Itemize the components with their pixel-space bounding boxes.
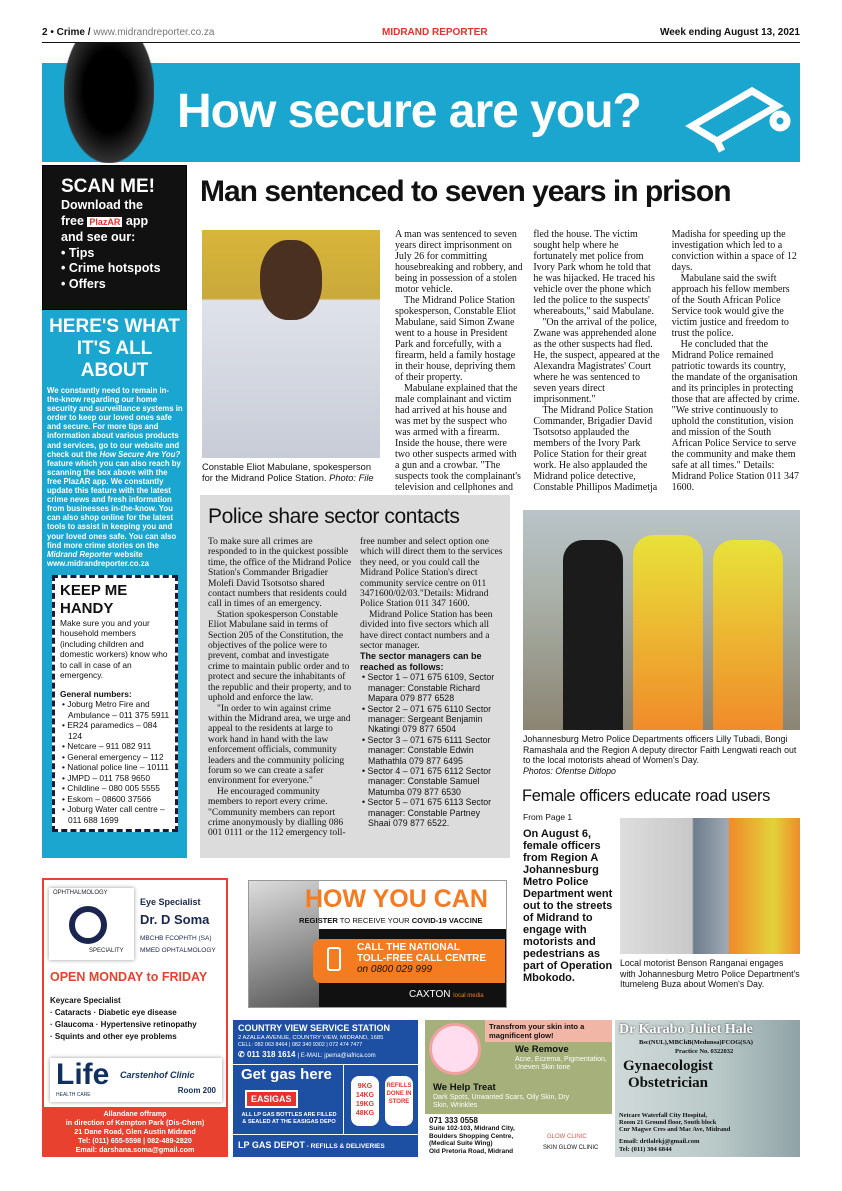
paragraph: Midrand Police Station has been divided into five sectors which all have direct contact numbers and a sector manager. [360,609,493,652]
sidebar [42,165,187,858]
list-item: • Sector 2 – 071 675 6110 Sector manager: Sergeant Benjamin Nkatingi 079 877 6504 [362,703,492,735]
gyn-contact: Email: drtlalekj@gmail.com Tel: (011) 304 6844 [619,1138,700,1153]
covid-subtitle: REGISTER TO RECEIVE YOUR COVID-19 VACCINE [299,916,483,925]
caxton-logo: CAXTON local media [409,989,484,1000]
treat-list: Dark Spots, Unwanted Scars, Oily Skin, Dry Skin, Wrinkles [433,1094,570,1110]
list-item: • JMPD – 011 758 9650 [62,772,150,783]
footer: LP GAS DEPOT - REFILLS & DELIVERIES [238,1140,385,1150]
face-illustration [429,1023,481,1075]
qualifications: Bsc(NUL),MBChB(Medunsa)FCOG(SA) [639,1039,753,1046]
paragraph: He encouraged community members to report every crime. "Community members can report crime anonymously by dialling 086 001 0111 or the 112 emergency toll-free number and select option one which will direct them to the services they need, or you could call the Midrand Police Station's direct community service centre on 011 3471600/02/03."Details: Midrand Police Station 011 347 1600. [208,537,503,839]
paper-name: MIDRAND REPORTER [382,27,488,38]
keep-handy-box [52,575,178,833]
list-item: • Childline – 080 005 5555 [62,783,160,794]
ad-eye-specialist[interactable] [42,878,228,1157]
paragraph: Station spokesperson Constable Eliot Mabulane said in terms of Section 205 of the Constitution, the objectives of the police were to prevent, combat and investigate crime to maintain public order and to protect and secure the inhabitants of the republic and their property, and to uphold and enforce the law. [208,609,352,704]
life-logo: Life HEALTH CARE Carstenhof Clinic Room 200 [50,1058,222,1102]
skin-headline: Transfrom your skin into a magnificent glow! [489,1022,585,1040]
list-item: • Sector 1 – 071 675 6109, Sector manager: Constable Richard Mapara 079 877 6528 [362,672,495,704]
about-text: We constantly need to remain in-the-know regarding our home security and surveillance systems in order to keep our loved ones safe and secure. For more tips and information about various products and services, go to our website and check out the How Secure Are You? feature which you can also reach by scanning the box above with the free PlazAR app. We constantly update this feature with the latest crime news and fresh information from businesses in-the-know. You can also shop online for the latest tools to assist in keeping you and your loved ones safe. You can also find more crime stories on the Midrand Reporter website www.midrandreporter.co.za [47,386,183,568]
treat-heading: We Help Treat [433,1082,496,1093]
emergency-numbers [60,699,170,825]
glow-tagline: SKIN GLOW CLINIC [543,1145,599,1151]
practice-no: Practice No. 0322032 [675,1048,734,1055]
contact: ✆ 011 318 1614 | E-MAIL: jpema@iafrica.com [238,1050,376,1059]
section-label: 2 • Crime / [42,27,91,38]
call-box: CALL THE NATIONAL TOLL-FREE CALL CENTRE on 0800 029 999 [313,939,505,983]
phone-icon [327,947,341,971]
skin-contact: 071 333 0558 Suite 102-103, Midrand City, Boulders Shopping Centre, (Medical Suite Wing) Old Pretoria Road, Midrand [429,1116,515,1155]
paragraph: He concluded that the Midrand Police remained patriotic towards its country, the mandate of the organisation and its principles in protecting those that are affected by crime. "We strive continuously to uphold the constitution, vision and mission of the South African Police Service to serve the community and make them safe at all times." Details: Midrand Police Station 011 347 1600. [671,339,800,493]
qualification: MBCHB FCOPHTH (SA) [140,935,212,942]
list-item: • Sector 5 – 071 675 6113 Sector manager: Constable Partney Shaai 079 877 6522. [362,797,492,828]
story2-headline: Police share sector contacts [208,505,460,528]
handy-title: KEEP ME HANDY [60,581,128,617]
banner-title: How secure are you? [177,85,641,138]
paragraph: Mabulane said the swift approach his fellow members of the South African Police Service took would give the victim justice and freedom to trust the police. [671,273,790,339]
services: Keycare Specialist · Cataracts · Diabetic eye disease · Glaucoma · Hypertensive retinopathy · Squints and other eye problems [50,996,197,1041]
story3-caption: Local motorist Benson Ranganai engages with Johannesburg Metro Police Department's Itumeleng Buza about Women's Day. [620,958,800,989]
photo2-caption: Johannesburg Metro Police Departments officers Lilly Tubadi, Bongi Ramashala and the Region A deputy director Faith Lengwati reach out to the local motorists ahead of Women's Day. Photos: Ofentse Ditlopo [523,734,797,776]
scan-text: Download the [61,198,143,212]
story1-photo [202,230,380,458]
list-item: • Sector 4 – 071 675 6112 Sector manager: Constable Samuel Matumba 079 877 6530 [362,765,492,797]
sector-heading: The sector managers can be reached as follows: [360,651,482,672]
paragraph: The Midrand Police Station Commander, Brigadier David Tsotsotso applauded the members of the Ivory Park Police Station for their great work. He also applauded the Midrand police detective, Constable Phillipos Madimetja Madisha for speeding up the investigation which led to a conviction within a space of 12 days. [533,229,797,493]
note: ALL LP GAS BOTTLES ARE FILLED & SEALED AT THE EASIGAS DEPO [241,1112,337,1125]
story3-photo [620,818,800,954]
face [260,240,322,320]
story1-caption: Constable Eliot Mabulane, spokesperson for the Midrand Police Station. Photo: File [202,462,374,483]
sector-list [360,672,504,828]
paragraph: To make sure all crimes are responded to in the quickest possible time, the office of the Midrand Police Station's Commander Brigadier Molefi David Tsotsotso shared contact numbers that residents could call in times of an emergency. [208,537,352,610]
story2-box [200,495,510,858]
remove-list: Acne, Eczema, Pigmentation, Uneven Skin tone [515,1056,607,1072]
officer [633,535,703,730]
ad-skin-clinic[interactable] [425,1020,612,1157]
scan-item: • Offers [61,276,106,291]
officer [713,540,783,730]
scan-item: • Crime hotspots [61,261,161,275]
scan-text: and see our: [61,230,136,244]
get-gas: Get gas here [241,1066,332,1083]
list-item: • General emergency – 112 [62,751,164,762]
list-item: • Eskom – 08600 37566 [62,793,152,804]
covid-title: HOW YOU CAN [305,885,488,913]
story1-body [395,229,800,493]
officer [563,540,623,730]
remove-heading: We Remove [515,1044,569,1055]
officers-photo [523,510,800,730]
paragraph: "In order to win against crime within the Midrand area, we urge and appeal to the residents at large to work hand in hand with the law enforcement officials, community leaders and the community policing forum so we can create a safer environment for everyone." [208,703,351,787]
about-title: HERE'S WHAT IT'S ALL ABOUT [49,316,180,381]
scan-item: • Tips [61,245,95,260]
qualification: MMED OPHTALMOLOGY [140,947,216,954]
scan-me-box[interactable] [42,165,187,310]
scan-title: SCAN ME! [61,176,155,197]
cell-numbers: CELL: 082 063 8464 | 082 340 9302 | 072 474 7477 [238,1042,363,1048]
station-name: COUNTRY VIEW SERVICE STATION [238,1023,391,1033]
refills-cylinder: REFILLS DONE IN STORE [385,1076,413,1126]
list-item: • ER24 paramedics – 084 124 [62,720,158,741]
story3-lede: On August 6, female officers from Region A Johannesburg Metro Police Department went out to the streets of Midrand to engage with motorists and pedestrians as part of Operation Mbokodo. [523,828,613,984]
story2-body [208,537,504,839]
doctor-name: Dr. D Soma [140,912,210,927]
paragraph: "On the arrival of the police, Zwane was apprehended alone as the other suspects had fled. He, the suspect, appeared at the Alexandra Magistrates' Court where he was sentenced to seven years direct imprisonment." [533,317,660,405]
paragraph: Mabulane explained that the male complainant and victim had arrived at his house and was met by the suspect who was armed with a firearm. Inside the house, there were two other suspects armed with a gun and a crowbar. "The suspects took the complainant's television and cellphones and fled the house. The victim sought help where he fortunately met police from Ivory Park whom he told that he was hijacked. He traced his vehicle over the phone which led the police to the suspects' whereabouts," said Mabulane. [395,229,655,493]
list-item: • Joburg Water call centre – 011 688 1699 [62,804,165,825]
ophthalmology-logo: OPHTHALMOLOGY SPECIALITY [49,888,134,960]
hooded-figure [64,43,154,163]
ad-gas-station[interactable] [233,1020,418,1157]
list-item: • Sector 3 – 071 675 6111 Sector manager: Constable Edwin Mathathla 079 877 6495 [362,734,491,766]
open-hours: OPEN MONDAY to FRIDAY [50,970,208,984]
banner [42,63,800,162]
handy-subhead: General numbers: [60,688,132,699]
list-item: • Netcare – 911 082 911 [62,741,152,752]
cylinder-sizes: 9KG 14KG 19KG 48KG [351,1076,379,1126]
scan-text: free PlazAR app [61,213,149,228]
site-url[interactable]: www.midrandreporter.co.za [93,27,215,38]
handy-intro: Make sure you and your household members (including children and domestic workers) know who to call in case of an emergency. [60,617,168,681]
page-header [42,27,800,43]
story3-headline: Female officers educate road users [522,787,771,805]
role: Eye Specialist [140,897,201,907]
list-item: • National police line – 10111 [62,762,169,773]
glow-logo: GLOW CLINIC [547,1134,587,1140]
gyn-address: Netcare Waterfall City Hospital, Room 21 Ground floor, South block Cnr Magwe Cres and Mac Ave, Midrand [619,1112,731,1134]
specialty: Gynaecologist Obstetrician [623,1058,713,1091]
plazar-logo: PlazAR [89,216,121,227]
easigas-logo: EASIGAS [245,1090,298,1108]
paragraph: The Midrand Police Station spokesperson, Constable Eliot Mabulane, said Simon Zwane went to a house in President Park and forcefully, with a firearm, held a family hostage in their house, depriving them of their property. [395,295,516,383]
address-band: Allandane offramp in direction of Kempton Park (Dis-Chem) 21 Dane Road, Glen Austin Midrand Tel: (011) 655-5598 | 082-489-2820 Email: darshana.soma@gmail.com [44,1107,226,1155]
story1-headline: Man sentenced to seven years in prison [200,175,731,208]
ad-gynaecologist[interactable] [615,1020,800,1157]
ad-covid-vaccine[interactable] [248,880,507,1008]
list-item: • Joburg Metro Fire and Ambulance – 011 375 5911 [62,699,170,720]
address: 2 AZALEA AVENUE, COUNTRY VIEW, MIDRAND, 1685 [238,1035,384,1041]
paragraph: A man was sentenced to seven years direct imprisonment on July 26 for committing housebreaking and robbery, and being in possession of a stolen motor vehicle. [395,229,523,295]
cctv-camera-icon [682,81,792,156]
issue-date: Week ending August 13, 2021 [659,27,800,38]
from-page: From Page 1 [523,812,573,822]
doctor-name: Dr Karabo Juliet Hale [619,1022,753,1037]
